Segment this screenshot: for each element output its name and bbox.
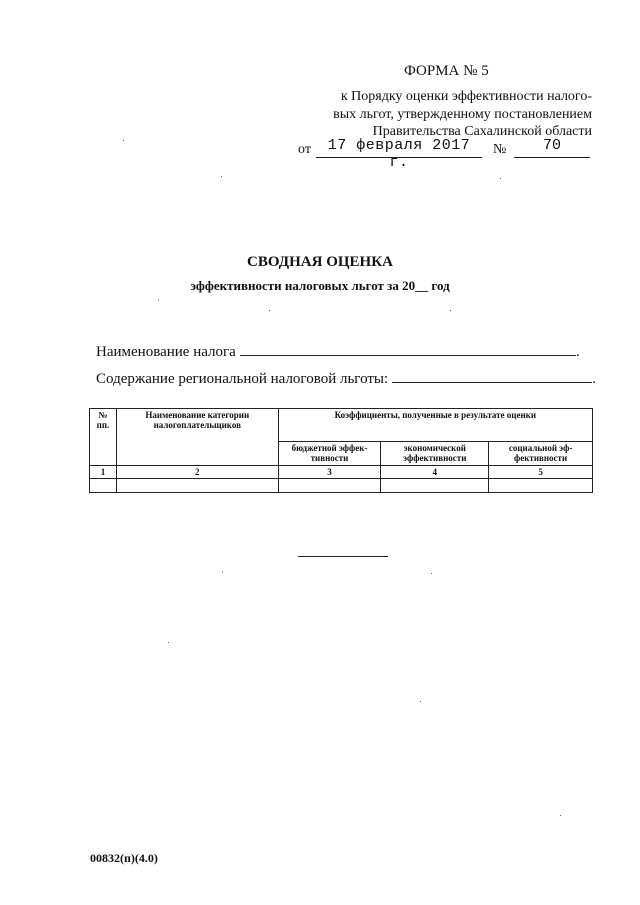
header-taxpayer-category: Наименование категории налогоплательщиков (116, 409, 278, 466)
separator-line (298, 556, 388, 557)
document-code: 00832(п)(4.0) (90, 851, 158, 865)
scan-speck (123, 140, 124, 141)
header-budget-efficiency: бюджетной эффек- тивности (278, 442, 381, 466)
approval-line-2: вых льгот, утвержденному постановлением (333, 107, 592, 122)
scan-speck (500, 178, 501, 179)
benefit-content-label: Содержание региональной налоговой льготы: (96, 371, 389, 387)
scan-speck (431, 573, 432, 574)
scan-speck (221, 176, 222, 177)
benefit-content-blank[interactable] (392, 368, 592, 383)
empty-cell[interactable] (489, 479, 593, 493)
tax-name-row (96, 341, 580, 361)
scan-speck (158, 299, 159, 300)
benefit-content-period: . (592, 371, 596, 387)
header-row-number: № пп. (90, 409, 117, 466)
date-from-label: от (298, 142, 311, 157)
table-row (90, 479, 593, 493)
decree-number-field: 70 (514, 137, 590, 158)
header-social-efficiency: социальной эф- фективности (489, 442, 593, 466)
scan-speck (222, 572, 223, 573)
column-number-cell: 4 (381, 465, 489, 478)
decree-date-field: 17 февраля 2017 г. (316, 137, 482, 158)
scan-speck (560, 815, 561, 816)
empty-cell[interactable] (90, 479, 117, 493)
decree-number-label: № (493, 142, 507, 157)
tax-name-label: Наименование налога (96, 344, 236, 360)
scan-speck (269, 310, 270, 311)
header-coefficients-group: Коэффициенты, полученные в результате оценки (278, 409, 592, 442)
scan-speck (168, 642, 169, 643)
scan-speck (420, 701, 421, 702)
empty-cell[interactable] (278, 479, 381, 493)
coefficients-table (89, 408, 593, 493)
column-number-cell: 5 (489, 465, 593, 478)
column-number-cell: 2 (116, 465, 278, 478)
header-economic-efficiency: экономической эффективности (381, 442, 489, 466)
document-title: СВОДНАЯ ОЦЕНКА (247, 254, 393, 270)
form-number: ФОРМА № 5 (404, 63, 489, 79)
approval-line-3: Правительства Сахалинской области (372, 124, 592, 139)
column-numbers-row (90, 465, 593, 478)
column-number-cell: 3 (278, 465, 381, 478)
empty-cell[interactable] (116, 479, 278, 493)
approval-line-1: к Порядку оценки эффективности налого- (340, 89, 592, 104)
column-number-cell: 1 (90, 465, 117, 478)
scan-speck (450, 310, 451, 311)
document-subtitle: эффективности налоговых льгот за 20__ год (190, 278, 450, 293)
tax-name-period: . (575, 344, 580, 360)
tax-name-blank[interactable] (240, 341, 576, 356)
benefit-content-row (96, 368, 596, 388)
empty-cell[interactable] (381, 479, 489, 493)
